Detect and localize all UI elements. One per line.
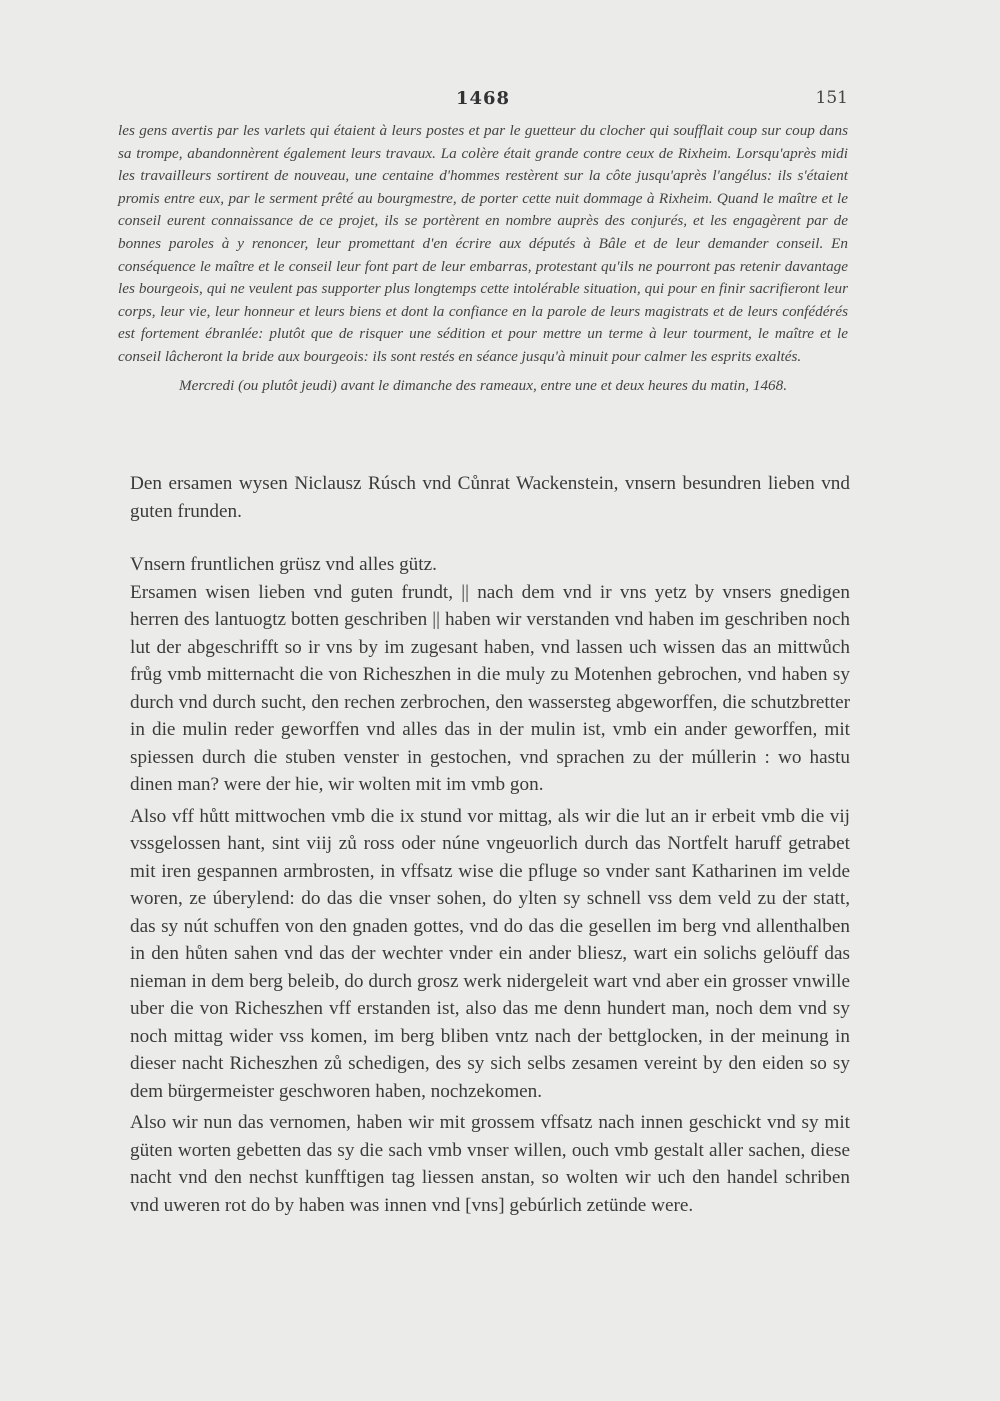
french-summary <box>118 120 848 397</box>
letter-body <box>130 470 850 1219</box>
letter-paragraph-2: Also vff hůtt mittwochen vmb die ix stund vor mittag, als wir die lut an ir erbeit vmb die vij vssgelossen hant, sint viij zů ross oder núne vngeuorlich durch das Nortfelt haruff getrabet mit iren gespannen armbrosten, in vffsatz wise die pfluge so vnder sant Katharinen im velde woren, ze úberylend: do das die vnser sohen, do ylten sy schnell vss dem veld zu der statt, das sy nút schuffen von den gnaden gottes, vnd do das die gesellen im berg vnd allenthalben in den hůten sahen vnd das der wechter vnder ein ander bliesz, wart ein solichs gelöuff das nieman in dem berg beleib, do durch grosz werk nidergeleit wart vnd aber ein grosser vnwille uber die von Richeszhen vff erstanden ist, also das me denn hundert man, noch dem vnd sy noch mittag wider vss komen, im berg bliben vntz nach der bettglocken, in der meinung in dieser nacht Richeszhen zů schedigen, des sy sich selbs zesamen vereint by den eiden so sy dem bürgermeister geschworen haben, nochzekomen. <box>130 805 850 1102</box>
page-number: 151 <box>815 88 848 108</box>
letter-paragraph-3: Also wir nun das vernomen, haben wir mit grossem vffsatz nach innen geschickt vnd sy mit güten worten gebetten das sy die sach vmb vnser willen, ouch vmb gestalt aller sachen, diese nacht vnd den nechst kunfftigen tag liessen anstan, so wolten wir uch den handel schriben vnd uweren rot do by haben was innen vnd [vns] gebúrlich zetünde were. <box>130 1112 850 1216</box>
summary-date-line: Mercredi (ou plutôt jeudi) avant le dimanche des rameaux, entre une et deux heures du matin, 1468. <box>178 376 788 394</box>
letter-paragraph-1: Ersamen wisen lieben vnd guten frundt, || nach dem vnd ir vns yetz by vnsers gnedigen herren des lantuogtz botten geschriben || haben wir verstanden vnd haben im geschriben noch lut der abgeschrifft so ir vns by im zugesant haben, vnd lassen uch wissen das an mittwůch frůg vmb mitternacht die von Richeszhen in die muly zu Motenhen gebrochen, vnd haben sy durch vnd durch sucht, den rechen zerbrochen, den wassersteg abgeworffen, die schutzbretter in die mulin reder geworffen vnd alles das in der mulin ist, vmb ein ander geworffen, mit spiessen durch die stuben venster in gestochen, vnd sprachen zu der múllerin : wo hastu dinen man? were der hie, wir wolten mit im vmb gon. <box>130 581 850 795</box>
letter-greeting: Vnsern fruntlichen grüsz vnd alles gütz. <box>130 554 437 575</box>
letter-address: Den ersamen wysen Niclausz Rúsch vnd Cůnrat Wackenstein, vnsern besundren lieben vnd guten frunden. <box>130 473 850 522</box>
running-header <box>118 86 848 116</box>
summary-paragraph: les gens avertis par les varlets qui étaient à leurs postes et par le guetteur du clocher qui soufflait coup sur coup dans sa trompe, abandonnèrent également leurs travaux. La colère était grande contre ceux de Rixheim. Lorsqu'après midi les travailleurs sortirent de nouveau, une centaine d'hommes restèrent sur la côte jusqu'après l'angélus: ils s'étaient promis entre eux, par le serment prêté au bourgmestre, de porter cette nuit dommage à Rixheim. Quand le maître et le conseil eurent connaissance de ce projet, ils se portèrent en nombre auprès des conjurés, et les engagèrent par de bonnes paroles à y renoncer, leur promettant d'en écrire aux députés à Bâle et de leur demander conseil. En conséquence le maître et le conseil leur font part de leur embarras, protestant qu'ils ne pourront pas retenir davantage les bourgeois, qui ne veulent pas supporter plus longtemps cette intolérable situation, qui pour en finir sacrifieront leur corps, leur vie, leur honneur et leurs biens et dont la confiance en la parole de leurs magistrats et de leurs confédérés est fortement ébranlée: plutôt que de risquer une sédition et pour mettre un terme à leur tourment, le maître et le conseil lâcheront la bride aux bourgeois: ils sont restés en séance jusqu'à minuit pour calmer les esprits exaltés. <box>118 122 848 365</box>
header-year: 1468 <box>455 88 511 109</box>
